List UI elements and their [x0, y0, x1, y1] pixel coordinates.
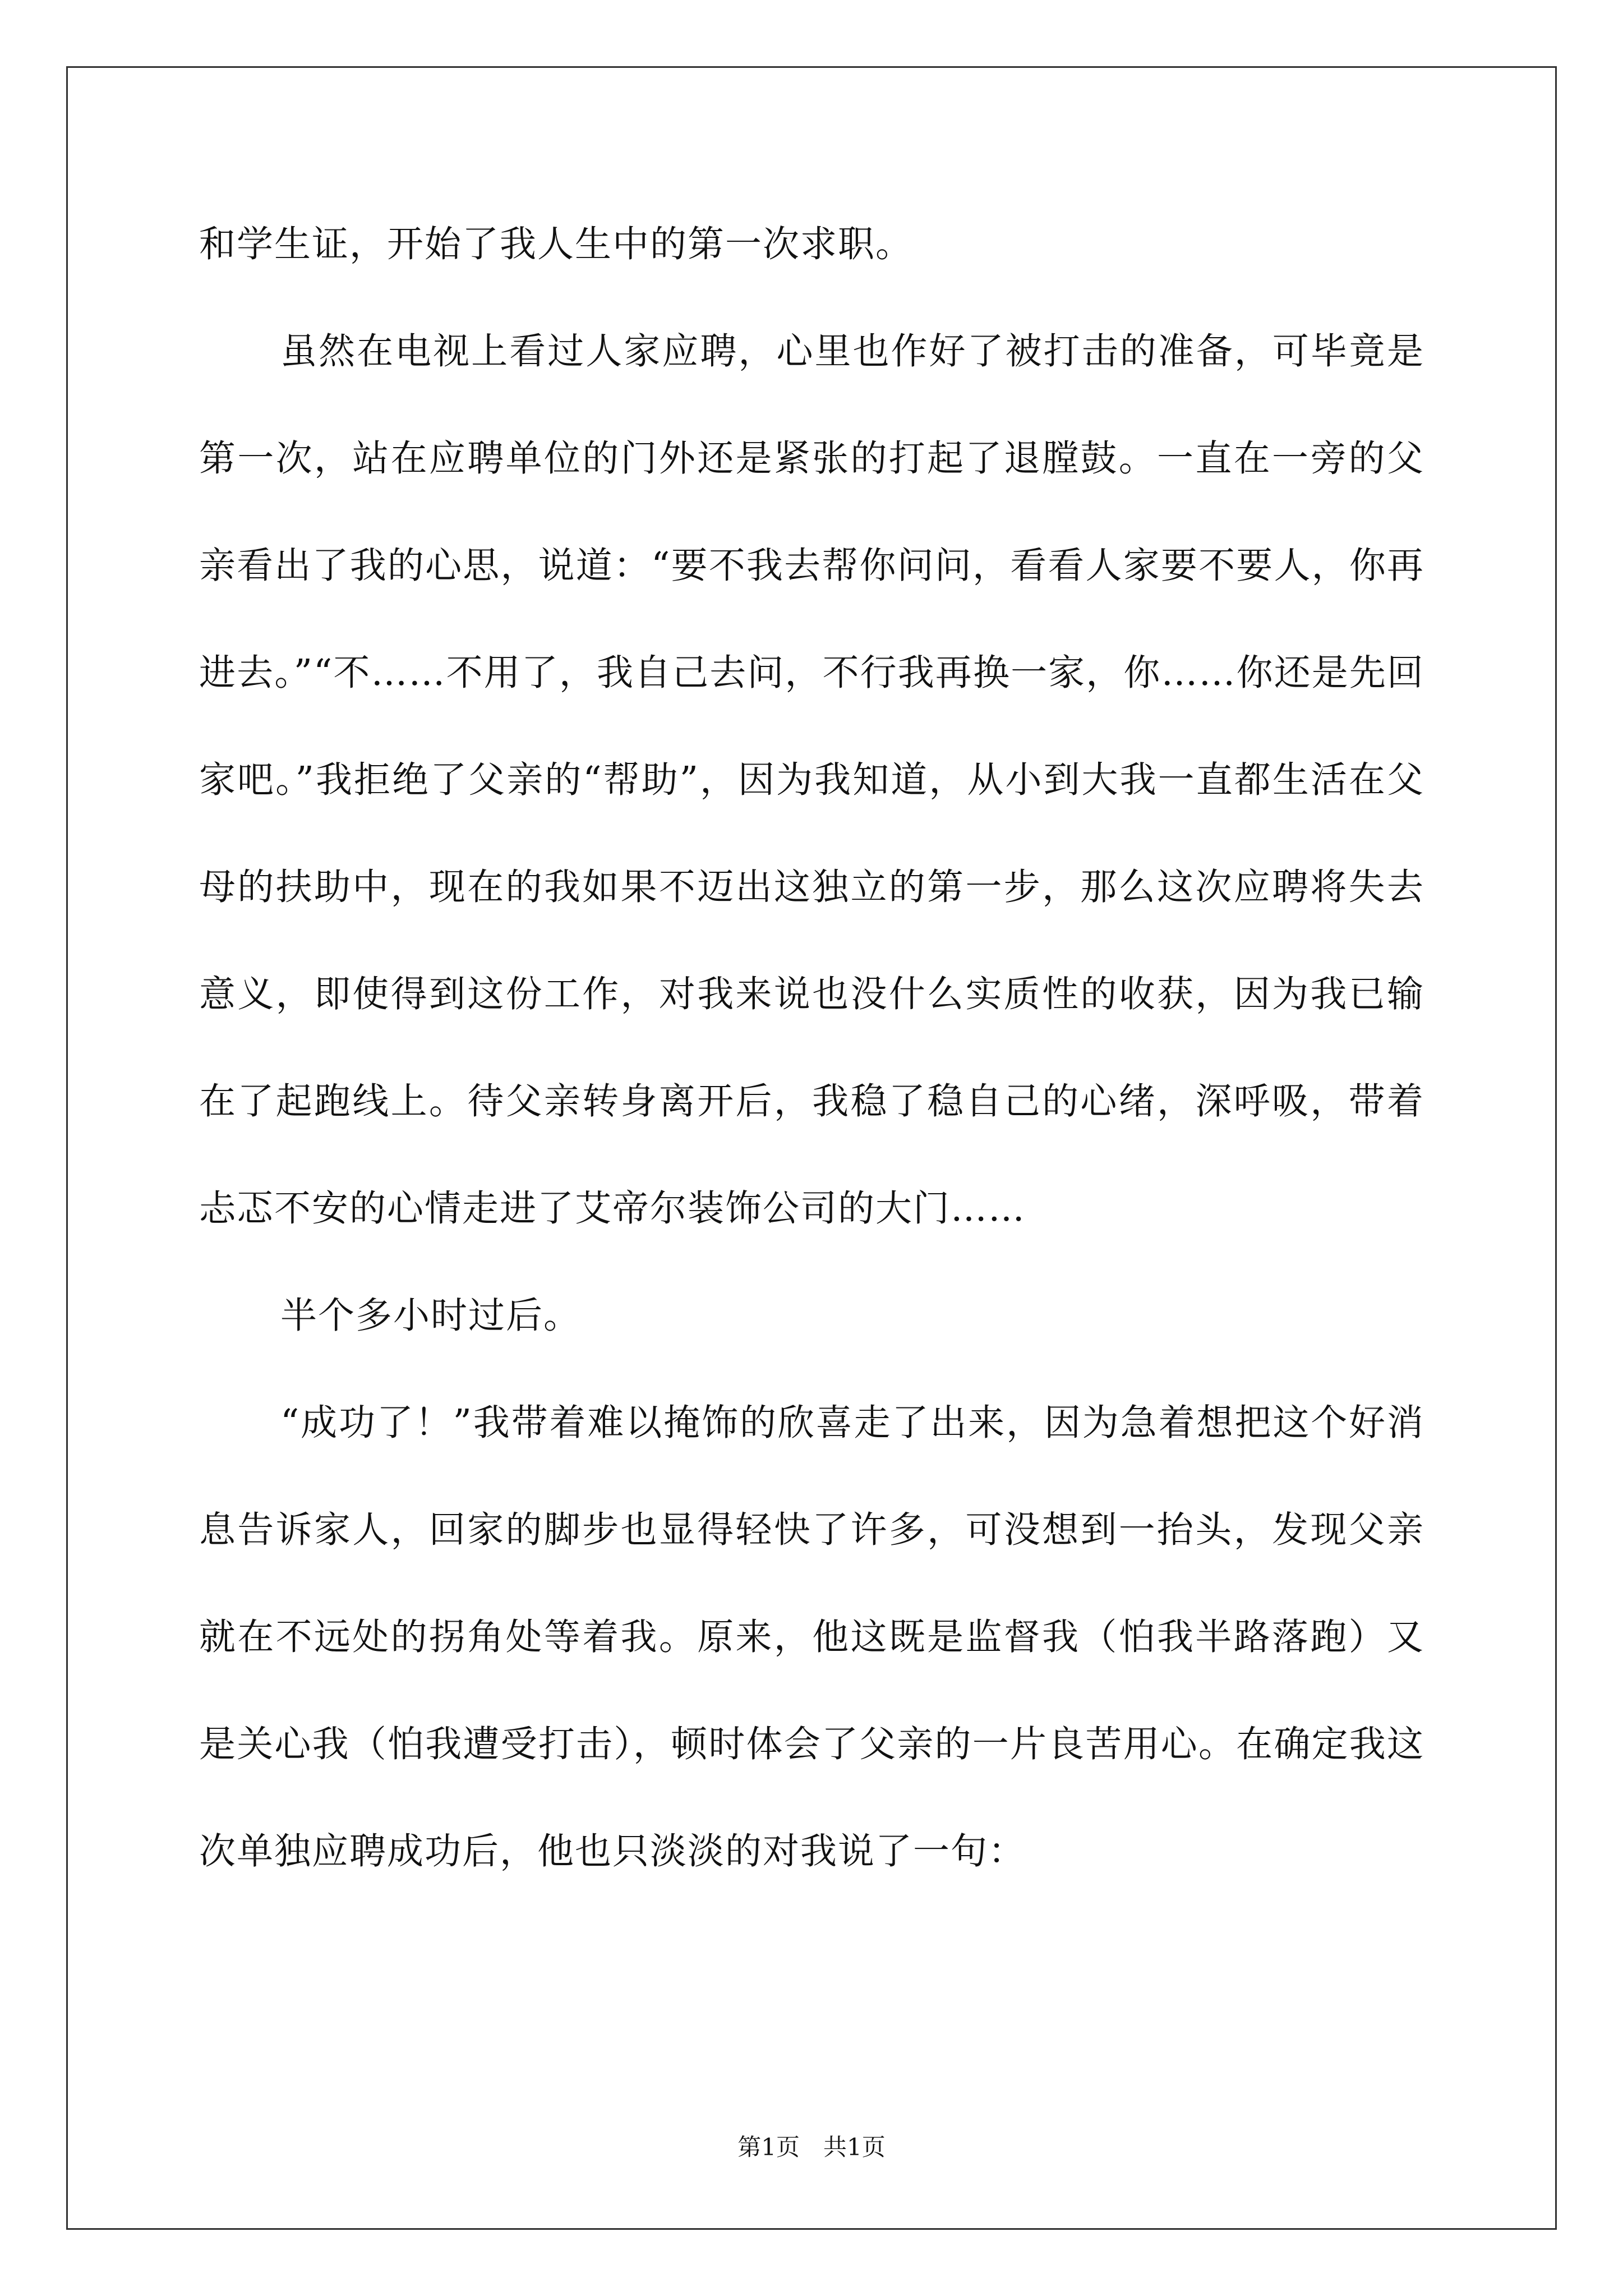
document-body: [199, 191, 1424, 1905]
page-footer: 第1页 共1页: [737, 2133, 886, 2161]
paragraph-2: 虽然在电视上看过人家应聘，心里也作好了被打击的准备，可毕竟是第一次，站在应聘单位的门外还是紧张的打起了退膛鼓。一直在一旁的父亲看出了我的心思，说道：“要不我去帮你问问，看看人家要不要人，你再进去。”“不……不用了，我自己去问，不行我再换一家，你……你还是先回家吧。”我拒绝了父亲的“帮助”，因为我知道，从小到大我一直都生活在父母的扶助中，现在的我如果不迈出这独立的第一步，那么这次应聘将失去意义，即使得到这份工作，对我来说也没什么实质性的收获，因为我已输在了起跑线上。待父亲转身离开后，我稳了稳自己的心绪，深呼吸，带着忐忑不安的心情走进了艾帝尔装饰公司的大门……: [199, 330, 1424, 1230]
paragraph-4: “成功了！”我带着难以掩饰的欣喜走了出来，因为急着想把这个好消息告诉家人，回家的脚步也显得轻快了许多，可没想到一抬头，发现父亲就在不远处的拐角处等着我。原来，他这既是监督我（怕我半路落跑）又是关心我（怕我遭受打击），顿时体会了父亲的一片良苦用心。在确定我这次单独应聘成功后，他也只淡淡的对我说了一句：: [199, 1402, 1424, 1872]
paragraph-3: 半个多小时过后。: [280, 1295, 582, 1337]
paragraph-1: 和学生证，开始了我人生中的第一次求职。: [199, 223, 914, 265]
